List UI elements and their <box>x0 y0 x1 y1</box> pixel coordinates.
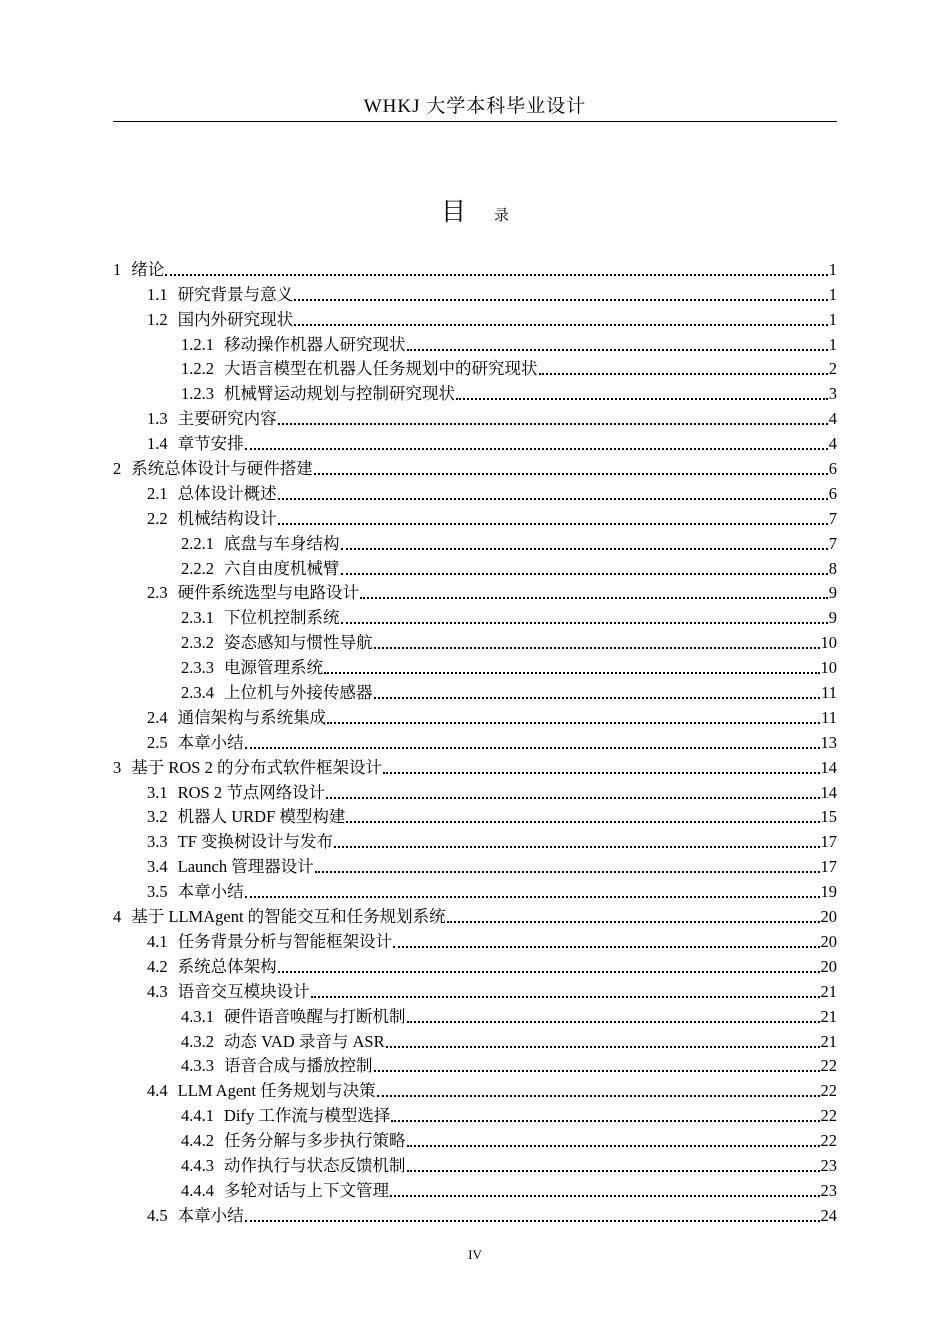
toc-entry-number: 4.2 <box>147 956 168 976</box>
toc-entry-title: 下位机控制系统 <box>224 608 340 628</box>
toc-entry-title: 任务分解与多步执行策略 <box>224 1131 406 1151</box>
toc-entry-page: 4 <box>828 409 837 429</box>
toc-entry[interactable] <box>113 928 837 953</box>
toc-entry-number: 4.1 <box>147 931 168 951</box>
toc-entry[interactable] <box>113 1102 837 1127</box>
dot-leader <box>245 447 828 450</box>
toc-entry[interactable] <box>113 1053 837 1078</box>
toc-entry-number: 2.2.2 <box>181 558 214 578</box>
toc-entry-title: 动作执行与状态反馈机制 <box>224 1155 406 1175</box>
toc-entry-number: 4.4.3 <box>181 1155 214 1175</box>
toc-entry-page: 7 <box>828 533 837 553</box>
toc-entry[interactable] <box>113 629 837 654</box>
toc-entry-title: 电源管理系统 <box>224 658 323 678</box>
toc-entry-page: 6 <box>828 483 837 503</box>
dot-leader <box>456 397 828 400</box>
toc-entry[interactable] <box>113 430 837 455</box>
toc-entry-title: 移动操作机器人研究现状 <box>224 334 406 354</box>
dot-leader <box>341 621 828 624</box>
dot-leader <box>165 273 828 276</box>
toc-entry-page: 22 <box>820 1081 837 1101</box>
toc-entry-title: 硬件系统选型与电路设计 <box>177 583 360 603</box>
toc-entry-title: 大语言模型在机器人任务规划中的研究现状 <box>224 359 538 379</box>
toc-entry-title: 研究背景与意义 <box>177 284 294 304</box>
toc-entry-number: 4.4.2 <box>181 1131 214 1151</box>
toc-entry[interactable] <box>113 256 837 281</box>
toc-entry-page: 23 <box>820 1155 837 1175</box>
toc-entry[interactable] <box>113 281 837 306</box>
toc-entry-number: 3 <box>113 757 122 777</box>
toc-entry[interactable] <box>113 1127 837 1152</box>
toc-entry-page: 15 <box>820 807 837 827</box>
toc-entry-title: 基于 ROS 2 的分布式软件框架设计 <box>131 757 382 777</box>
dot-leader <box>294 323 828 326</box>
toc-title <box>0 192 950 228</box>
toc-entry-page: 24 <box>820 1205 837 1225</box>
toc-entry-title: 本章小结 <box>177 1205 244 1225</box>
dot-leader <box>278 970 820 973</box>
toc-entry[interactable] <box>113 604 837 629</box>
toc-entry[interactable] <box>113 1077 837 1102</box>
toc-entry-number: 2.3.4 <box>181 683 214 703</box>
toc-entry-number: 1.2 <box>147 309 168 329</box>
toc-entry[interactable] <box>113 903 837 928</box>
dot-leader <box>447 920 820 923</box>
dot-leader <box>374 1069 820 1072</box>
toc-entry-page: 1 <box>828 259 837 279</box>
toc-entry-number: 3.2 <box>147 807 168 827</box>
toc-entry-number: 4.3.3 <box>181 1056 214 1076</box>
toc-entry-number: 3.5 <box>147 882 168 902</box>
toc-entry-page: 20 <box>820 956 837 976</box>
toc-entry-number: 3.3 <box>147 832 168 852</box>
toc-entry-number: 2.2.1 <box>181 533 214 553</box>
toc-entry-page: 22 <box>820 1106 837 1126</box>
toc-entry-title: 基于 LLMAgent 的智能交互和任务规划系统 <box>131 907 446 927</box>
toc-entry[interactable] <box>113 455 837 480</box>
toc-entry-title: 机器人 URDF 模型构建 <box>177 807 346 827</box>
dot-leader <box>324 671 820 674</box>
toc-entry-page: 21 <box>820 1031 837 1051</box>
dot-leader <box>327 721 820 724</box>
toc-entry-page: 11 <box>821 707 837 727</box>
toc-entry-number: 4.4.1 <box>181 1106 214 1126</box>
toc-entry-number: 2 <box>113 459 122 479</box>
toc-entry[interactable] <box>113 1028 837 1053</box>
toc-entry-title: 硬件语音唤醒与打断机制 <box>224 1006 406 1026</box>
toc-entry-page: 6 <box>828 459 837 479</box>
toc-entry-title: 六自由度机械臂 <box>224 558 340 578</box>
dot-leader <box>383 771 820 774</box>
toc-entry[interactable] <box>113 729 837 754</box>
toc-entry-number: 2.3.1 <box>181 608 214 628</box>
toc-entry-number: 1.1 <box>147 284 168 304</box>
dot-leader <box>294 298 828 301</box>
dot-leader <box>407 1144 820 1147</box>
toc-entry[interactable] <box>113 654 837 679</box>
toc-entry-title: 通信架构与系统集成 <box>177 707 327 727</box>
toc-entry-number: 4.3 <box>147 981 168 1001</box>
toc-entry[interactable] <box>113 331 837 356</box>
toc-entry[interactable] <box>113 505 837 530</box>
toc-entry-number: 4.4 <box>147 1081 168 1101</box>
dot-leader <box>245 746 820 749</box>
toc-entry[interactable] <box>113 306 837 331</box>
toc-entry-page: 9 <box>828 608 837 628</box>
toc-entry-page: 8 <box>828 558 837 578</box>
toc-entry[interactable] <box>113 580 837 605</box>
dot-leader <box>245 895 820 898</box>
toc-entry-number: 4.5 <box>147 1205 168 1225</box>
page-footer <box>0 1247 950 1263</box>
toc-entry-number: 1 <box>113 259 122 279</box>
toc-entry[interactable] <box>113 804 837 829</box>
dot-leader <box>314 472 828 475</box>
toc-entry-number: 2.3.2 <box>181 633 214 653</box>
dot-leader <box>393 945 819 948</box>
toc-entry[interactable] <box>113 1152 837 1177</box>
dot-leader <box>245 1219 820 1222</box>
dot-leader <box>539 372 828 375</box>
toc-entry-page: 20 <box>820 907 837 927</box>
toc-entry[interactable] <box>113 480 837 505</box>
toc-entry-number: 1.2.2 <box>181 359 214 379</box>
toc-entry-title: 语音交互模块设计 <box>177 981 310 1001</box>
dot-leader <box>390 1194 820 1197</box>
toc-entry-number: 4.3.2 <box>181 1031 214 1051</box>
dot-leader <box>341 547 828 550</box>
toc-entry-page: 14 <box>820 782 837 802</box>
dot-leader <box>374 696 821 699</box>
toc-entry-number: 2.2 <box>147 508 168 528</box>
dot-leader <box>386 1045 820 1048</box>
toc-entry-page: 7 <box>828 508 837 528</box>
toc-entry-page: 1 <box>828 334 837 354</box>
toc-entry-page: 21 <box>820 981 837 1001</box>
toc-entry-number: 1.4 <box>147 434 168 454</box>
toc-entry[interactable] <box>113 953 837 978</box>
toc-entry-page: 10 <box>820 658 837 678</box>
table-of-contents <box>113 256 837 1227</box>
toc-entry-page: 10 <box>820 633 837 653</box>
toc-entry-title: Dify 工作流与模型选择 <box>224 1106 391 1126</box>
toc-entry-number: 3.1 <box>147 782 168 802</box>
toc-entry-title: Launch 管理器设计 <box>177 857 314 877</box>
toc-entry[interactable] <box>113 555 837 580</box>
toc-entry-title: 语音合成与播放控制 <box>224 1056 373 1076</box>
toc-entry-title: 机械臂运动规划与控制研究现状 <box>224 384 455 404</box>
toc-entry-number: 1.3 <box>147 409 168 429</box>
toc-entry-number: 4 <box>113 907 122 927</box>
toc-entry-number: 4.4.4 <box>181 1180 214 1200</box>
dot-leader <box>374 646 820 649</box>
dot-leader <box>278 522 828 525</box>
toc-entry[interactable] <box>113 828 837 853</box>
dot-leader <box>326 796 819 799</box>
dot-leader <box>407 348 828 351</box>
dot-leader <box>278 497 828 500</box>
toc-entry-title: 上位机与外接传感器 <box>224 683 373 703</box>
toc-title-main: 目 <box>440 199 466 226</box>
header-title: WHKJ 大学本科毕业设计 <box>363 96 587 117</box>
toc-entry-number: 2.3.3 <box>181 658 214 678</box>
toc-entry[interactable] <box>113 878 837 903</box>
toc-entry[interactable] <box>113 530 837 555</box>
toc-entry-page: 1 <box>828 309 837 329</box>
toc-entry-number: 1.2.3 <box>181 384 214 404</box>
dot-leader <box>377 1094 820 1097</box>
dot-leader <box>334 845 819 848</box>
toc-entry-title: 底盘与车身结构 <box>224 533 340 553</box>
page-number: IV <box>468 1247 482 1262</box>
toc-entry[interactable] <box>113 405 837 430</box>
dot-leader <box>407 1020 820 1023</box>
toc-entry-number: 2.1 <box>147 483 168 503</box>
toc-entry-title: 任务背景分析与智能框架设计 <box>177 931 393 951</box>
toc-entry-page: 4 <box>828 434 837 454</box>
toc-entry[interactable] <box>113 704 837 729</box>
toc-entry-page: 3 <box>828 384 837 404</box>
toc-entry-number: 4.3.1 <box>181 1006 214 1026</box>
toc-entry-title: 绪论 <box>131 259 165 279</box>
toc-entry-title: ROS 2 节点网络设计 <box>177 782 326 802</box>
toc-entry-title: 动态 VAD 录音与 ASR <box>224 1031 385 1051</box>
toc-entry-title: 本章小结 <box>177 732 244 752</box>
toc-entry-title: 姿态感知与惯性导航 <box>224 633 373 653</box>
toc-entry-page: 11 <box>821 683 837 703</box>
dot-leader <box>311 995 820 998</box>
dot-leader <box>360 596 828 599</box>
toc-entry[interactable] <box>113 679 837 704</box>
toc-entry-title: 机械结构设计 <box>177 508 277 528</box>
toc-entry-page: 13 <box>820 732 837 752</box>
toc-entry-title: 主要研究内容 <box>177 409 277 429</box>
toc-entry[interactable] <box>113 853 837 878</box>
toc-entry-title: 国内外研究现状 <box>177 309 294 329</box>
toc-entry-page: 14 <box>820 757 837 777</box>
toc-entry-number: 2.5 <box>147 732 168 752</box>
toc-entry-title: 系统总体架构 <box>177 956 277 976</box>
toc-entry-page: 17 <box>820 857 837 877</box>
toc-entry-page: 23 <box>820 1180 837 1200</box>
toc-entry[interactable] <box>113 978 837 1003</box>
toc-title-secondary: 录 <box>494 208 510 224</box>
toc-entry[interactable] <box>113 1003 837 1028</box>
toc-entry-title: LLM Agent 任务规划与决策 <box>177 1081 376 1101</box>
toc-entry-number: 2.3 <box>147 583 168 603</box>
toc-entry-page: 22 <box>820 1131 837 1151</box>
toc-entry[interactable] <box>113 754 837 779</box>
toc-entry-page: 9 <box>828 583 837 603</box>
toc-entry-title: 总体设计概述 <box>177 483 277 503</box>
dot-leader <box>407 1169 820 1172</box>
toc-entry-page: 22 <box>820 1056 837 1076</box>
toc-entry-title: 本章小结 <box>177 882 244 902</box>
toc-entry-number: 3.4 <box>147 857 168 877</box>
toc-entry-page: 17 <box>820 832 837 852</box>
toc-entry-number: 1.2.1 <box>181 334 214 354</box>
toc-entry-page: 20 <box>820 931 837 951</box>
toc-entry[interactable] <box>113 356 837 381</box>
dot-leader <box>346 820 819 823</box>
page-header <box>113 92 837 122</box>
toc-entry[interactable] <box>113 1202 837 1227</box>
toc-entry-title: 多轮对话与上下文管理 <box>224 1180 389 1200</box>
dot-leader <box>391 1119 819 1122</box>
dot-leader <box>315 870 820 873</box>
toc-entry-number: 2.4 <box>147 707 168 727</box>
toc-entry-page: 2 <box>828 359 837 379</box>
toc-entry-title: 章节安排 <box>177 434 244 454</box>
dot-leader <box>341 572 828 575</box>
toc-entry-page: 19 <box>820 882 837 902</box>
toc-entry[interactable] <box>113 1177 837 1202</box>
toc-entry-title: 系统总体设计与硬件搭建 <box>131 459 313 479</box>
toc-entry-page: 21 <box>820 1006 837 1026</box>
toc-entry[interactable] <box>113 779 837 804</box>
dot-leader <box>278 422 828 425</box>
toc-entry-title: TF 变换树设计与发布 <box>177 832 334 852</box>
toc-entry[interactable] <box>113 380 837 405</box>
toc-entry-page: 1 <box>828 284 837 304</box>
